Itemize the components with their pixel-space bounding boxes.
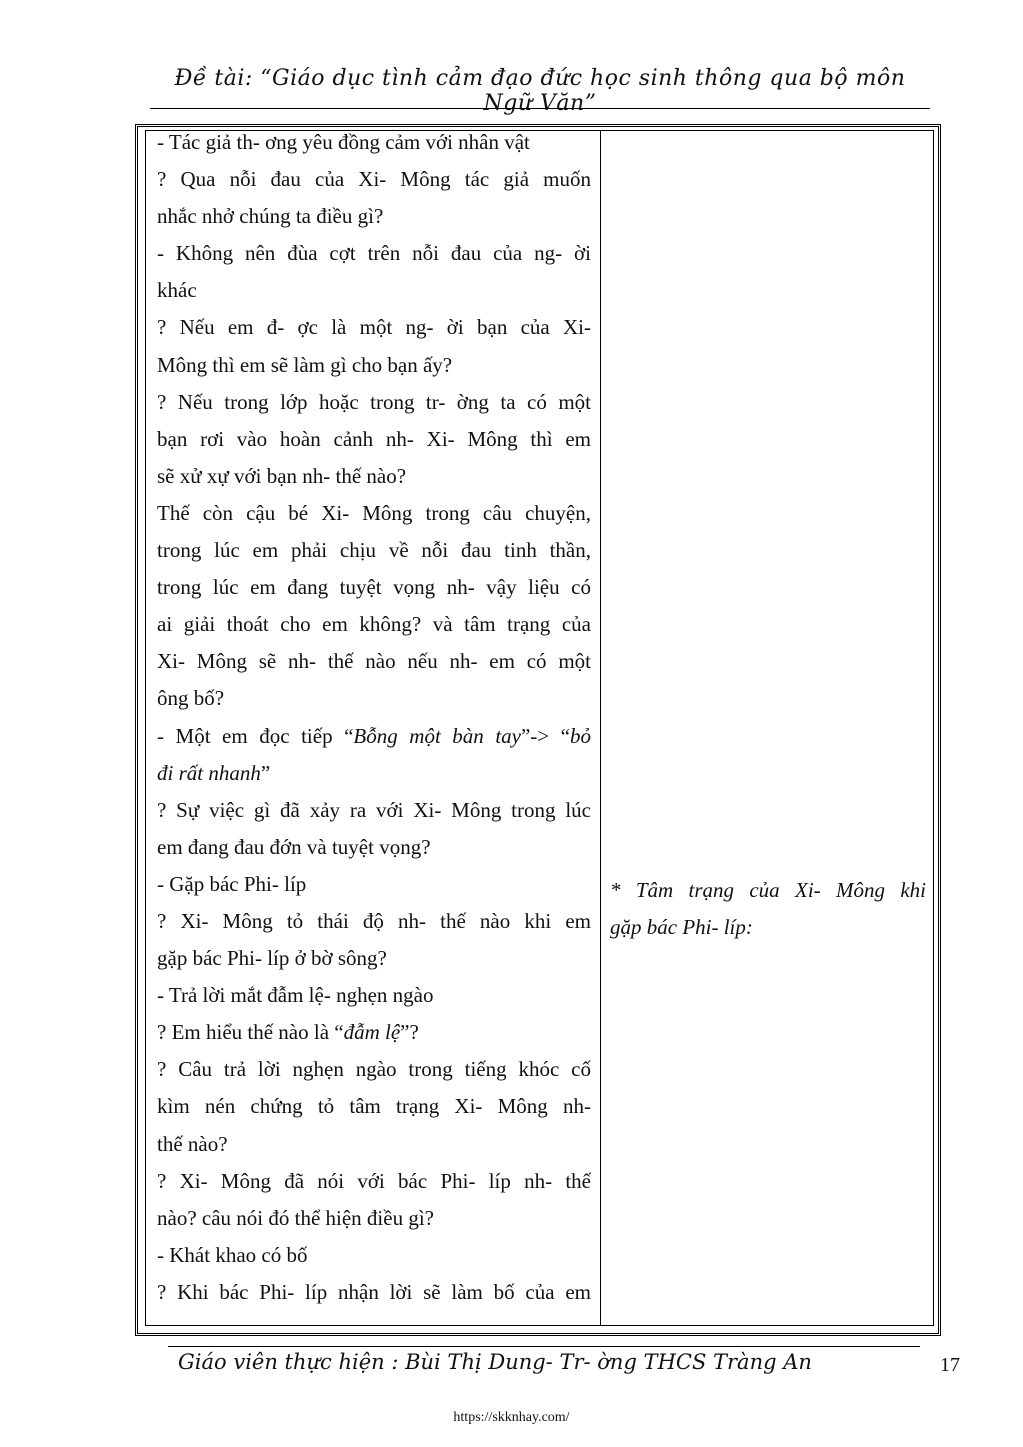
text-line: ? Nếu trong lớp hoặc trong tr- ờng ta có một xyxy=(157,389,591,414)
header-open-quote: “ xyxy=(260,66,273,91)
header-prefix: Đề tài: xyxy=(174,66,261,91)
text-line: - Trả lời mắt đẫm lệ- nghẹn ngào xyxy=(157,983,434,1008)
header-rule xyxy=(150,108,930,109)
page-footer: Giáo viên thực hiện : Bùi Thị Dung- Tr- ờng THCS Tràng An xyxy=(178,1350,812,1374)
italic-quote: bỏ xyxy=(570,723,591,748)
text-line: khác xyxy=(157,278,197,303)
text-segment: ”? xyxy=(400,1020,419,1045)
text-line: - Gặp bác Phi- líp xyxy=(157,871,307,896)
text-line-dam-le xyxy=(157,1014,591,1051)
page-number: 17 xyxy=(940,1354,960,1376)
column-divider xyxy=(600,130,601,1326)
text-line: Thế còn cậu bé Xi- Mông trong câu chuyện, xyxy=(157,500,591,525)
header-close-quote: ” xyxy=(584,91,597,116)
text-line: Mông thì em sẽ làm gì cho bạn ấy? xyxy=(157,352,453,377)
text-line: em đang đau đớn và tuyệt vọng? xyxy=(157,834,431,859)
text-line: trong lúc em phải chịu về nỗi đau tinh thần, xyxy=(157,538,591,563)
header-title: Giáo dục tình cảm đạo đức học sinh thông qua bộ môn Ngữ Văn xyxy=(272,66,906,116)
text-line: ? Câu trả lời nghẹn ngào trong tiếng khóc cố xyxy=(157,1057,591,1082)
page-header xyxy=(150,66,930,116)
text-line: - Không nên đùa cợt trên nỗi đau của ng- ời xyxy=(157,241,591,266)
italic-quote: đi rất nhanh xyxy=(157,760,261,785)
text-line: ? Nếu em đ- ợc là một ng- ời bạn của Xi- xyxy=(157,315,591,340)
text-line-reading-end xyxy=(157,755,591,792)
italic-quote: đẫm lệ xyxy=(343,1020,401,1045)
text-line: Xi- Mông sẽ nh- thế nào nếu nh- em có một xyxy=(157,649,591,674)
text-line: * Tâm trạng của Xi- Mông khi xyxy=(610,878,926,902)
footer-rule xyxy=(168,1346,920,1347)
text-line: ? Xi- Mông tỏ thái độ nh- thế nào khi em xyxy=(157,908,591,933)
text-line: sẽ xử xự với bạn nh- thế nào? xyxy=(157,463,407,488)
text-line: - Tác giả th- ơng yêu đồng cảm với nhân vật xyxy=(157,130,530,154)
text-segment: ”-> “ xyxy=(520,723,570,748)
content-column xyxy=(610,872,926,946)
text-line: gặp bác Phi- líp ở bờ sông? xyxy=(157,946,387,971)
text-line: gặp bác Phi- líp: xyxy=(610,915,753,940)
text-line: - Khát khao có bố xyxy=(157,1242,308,1267)
text-line: nhắc nhở chúng ta điều gì? xyxy=(157,204,384,229)
text-line: ai giải thoát cho em không? và tâm trạng của xyxy=(157,612,591,637)
source-url: https://skknhay.com/ xyxy=(453,1410,570,1425)
text-line: ? Qua nỗi đau của Xi- Mông tác giả muốn xyxy=(157,167,591,192)
text-line: kìm nén chứng tỏ tâm trạng Xi- Mông nh- xyxy=(157,1094,591,1119)
italic-quote: Bỗng một bàn tay xyxy=(353,723,521,748)
text-line: ? Khi bác Phi- líp nhận lời sẽ làm bố của em xyxy=(157,1279,591,1304)
text-segment: ? Em hiểu thế nào là “ xyxy=(157,1020,344,1045)
text-line: ? Sự việc gì đã xảy ra với Xi- Mông trong lúc xyxy=(157,797,591,822)
text-segment: - Một em đọc tiếp “ xyxy=(157,723,354,748)
text-line: bạn rơi vào hoàn cảnh nh- Xi- Mông thì em xyxy=(157,426,591,451)
text-line: thế nào? xyxy=(157,1131,228,1156)
text-line-reading xyxy=(157,718,591,755)
text-segment: ” xyxy=(260,760,271,785)
text-line: nào? câu nói đó thể hiện điều gì? xyxy=(157,1205,434,1230)
activity-column xyxy=(157,124,591,1311)
text-line: trong lúc em đang tuyệt vọng nh- vậy liệu có xyxy=(157,575,591,600)
text-line: ? Xi- Mông đã nói với bác Phi- líp nh- thế xyxy=(157,1168,591,1193)
text-line: ông bố? xyxy=(157,686,225,711)
